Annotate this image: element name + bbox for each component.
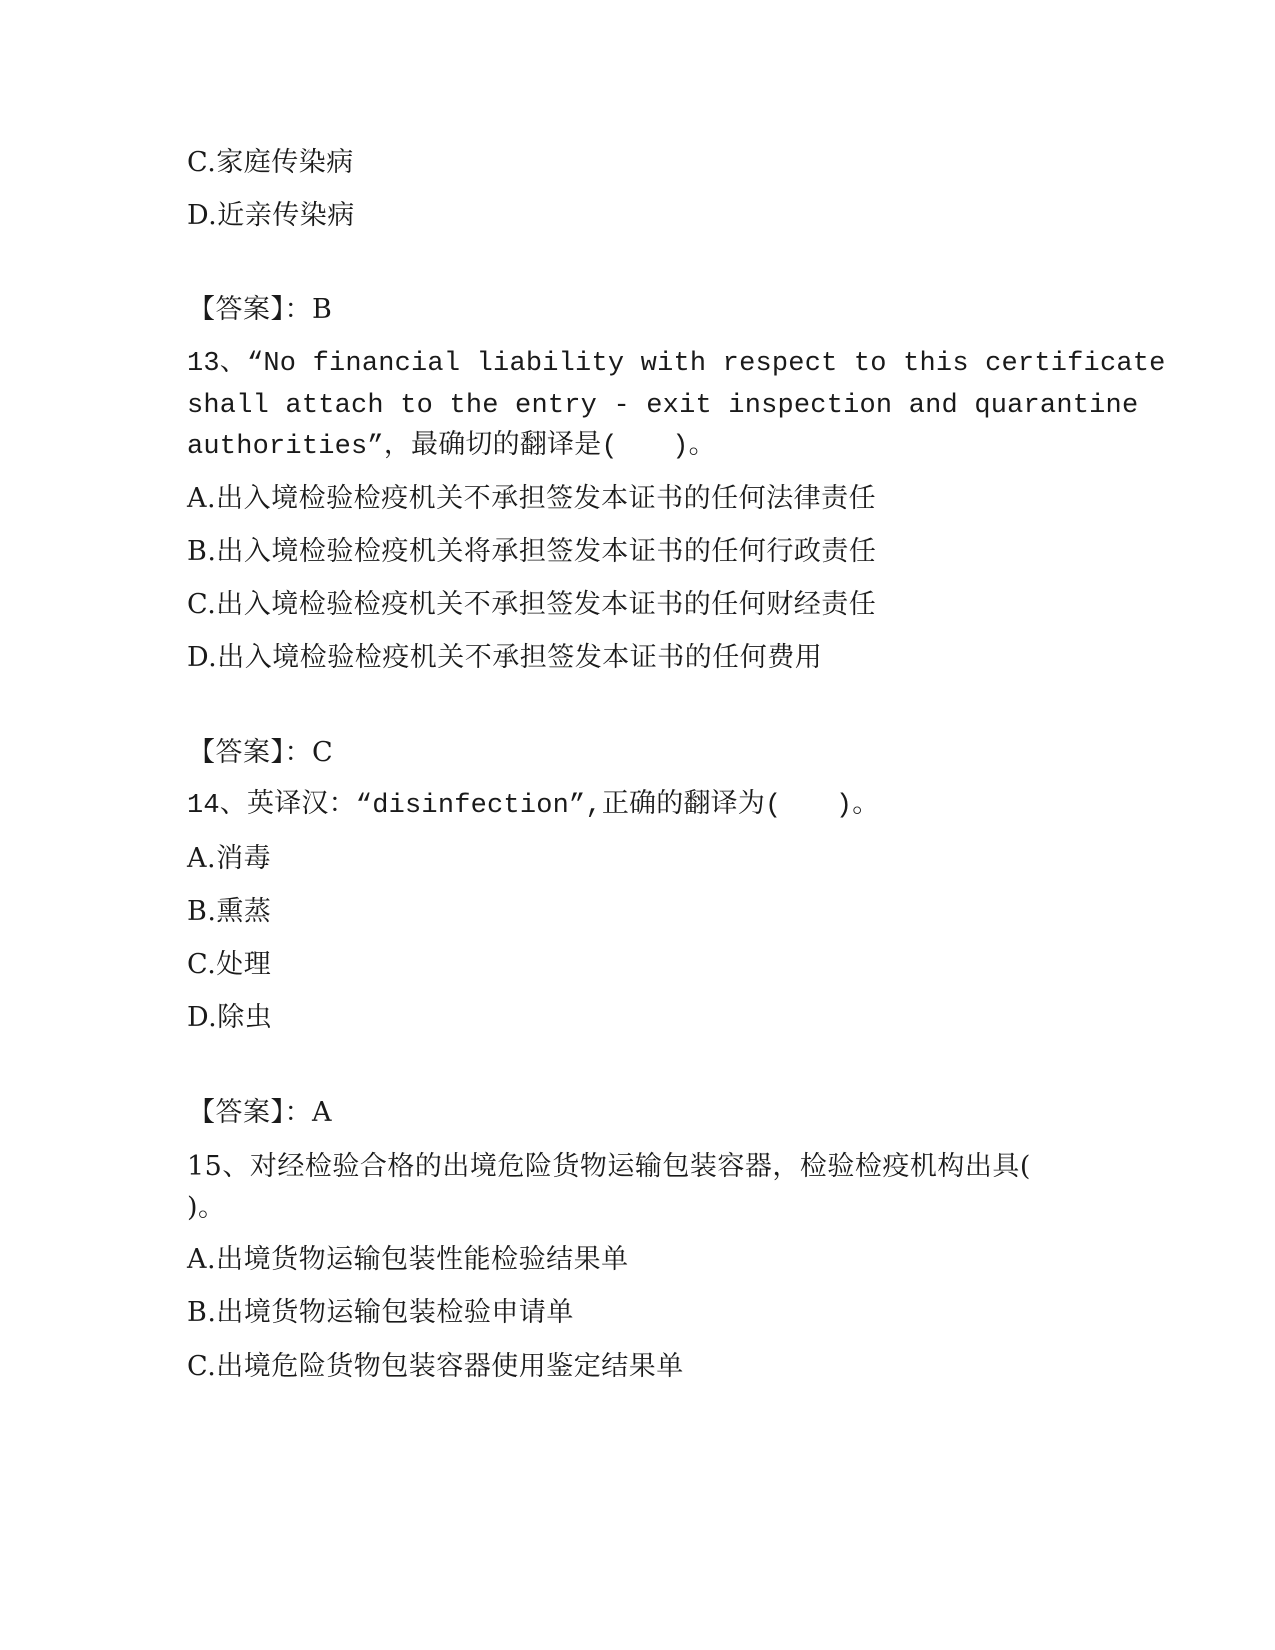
q15-stem-line-2: )。 [187,1192,226,1223]
q13-stem-line-1: 13、“No financial liability with respect to this certificate [187,349,1166,379]
q15-option-a: A.出境货物运输包装性能检验结果单 [187,1244,629,1275]
q14-option-a: A.消毒 [187,843,272,874]
q12-option-d: D.近亲传染病 [187,200,355,231]
q13-option-d: D.出入境检验检疫机关不承担签发本证书的任何费用 [187,642,823,673]
q14-option-b: B.熏蒸 [187,896,272,927]
q14-option-d: D.除虫 [187,1002,273,1033]
q13-option-a: A.出入境检验检疫机关不承担签发本证书的任何法律责任 [187,483,877,514]
q15-option-c: C.出境危险货物包装容器使用鉴定结果单 [187,1351,684,1382]
q13-answer: 【答案】：C [188,737,334,768]
q13-stem-line-2: shall attach to the entry - exit inspection and quarantine [187,391,1139,421]
q13-option-b: B.出入境检验检疫机关将承担签发本证书的任何行政责任 [187,536,877,567]
q13-option-c: C.出入境检验检疫机关不承担签发本证书的任何财经责任 [187,589,877,620]
q12-answer: 【答案】：B [188,294,333,325]
q12-option-c: C.家庭传染病 [187,147,354,178]
q14-stem: 14、英译汉：“disinfection”,正确的翻译为( )。 [187,791,880,821]
q13-stem-line-3: authorities”，最确切的翻译是( )。 [187,432,716,462]
q15-stem-line-1: 15、对经检验合格的出境危险货物运输包装容器，检验检疫机构出具( [187,1151,1031,1182]
q14-answer: 【答案】：A [188,1097,332,1128]
q14-option-c: C.处理 [187,949,272,980]
q15-option-b: B.出境货物运输包装检验申请单 [187,1297,574,1328]
